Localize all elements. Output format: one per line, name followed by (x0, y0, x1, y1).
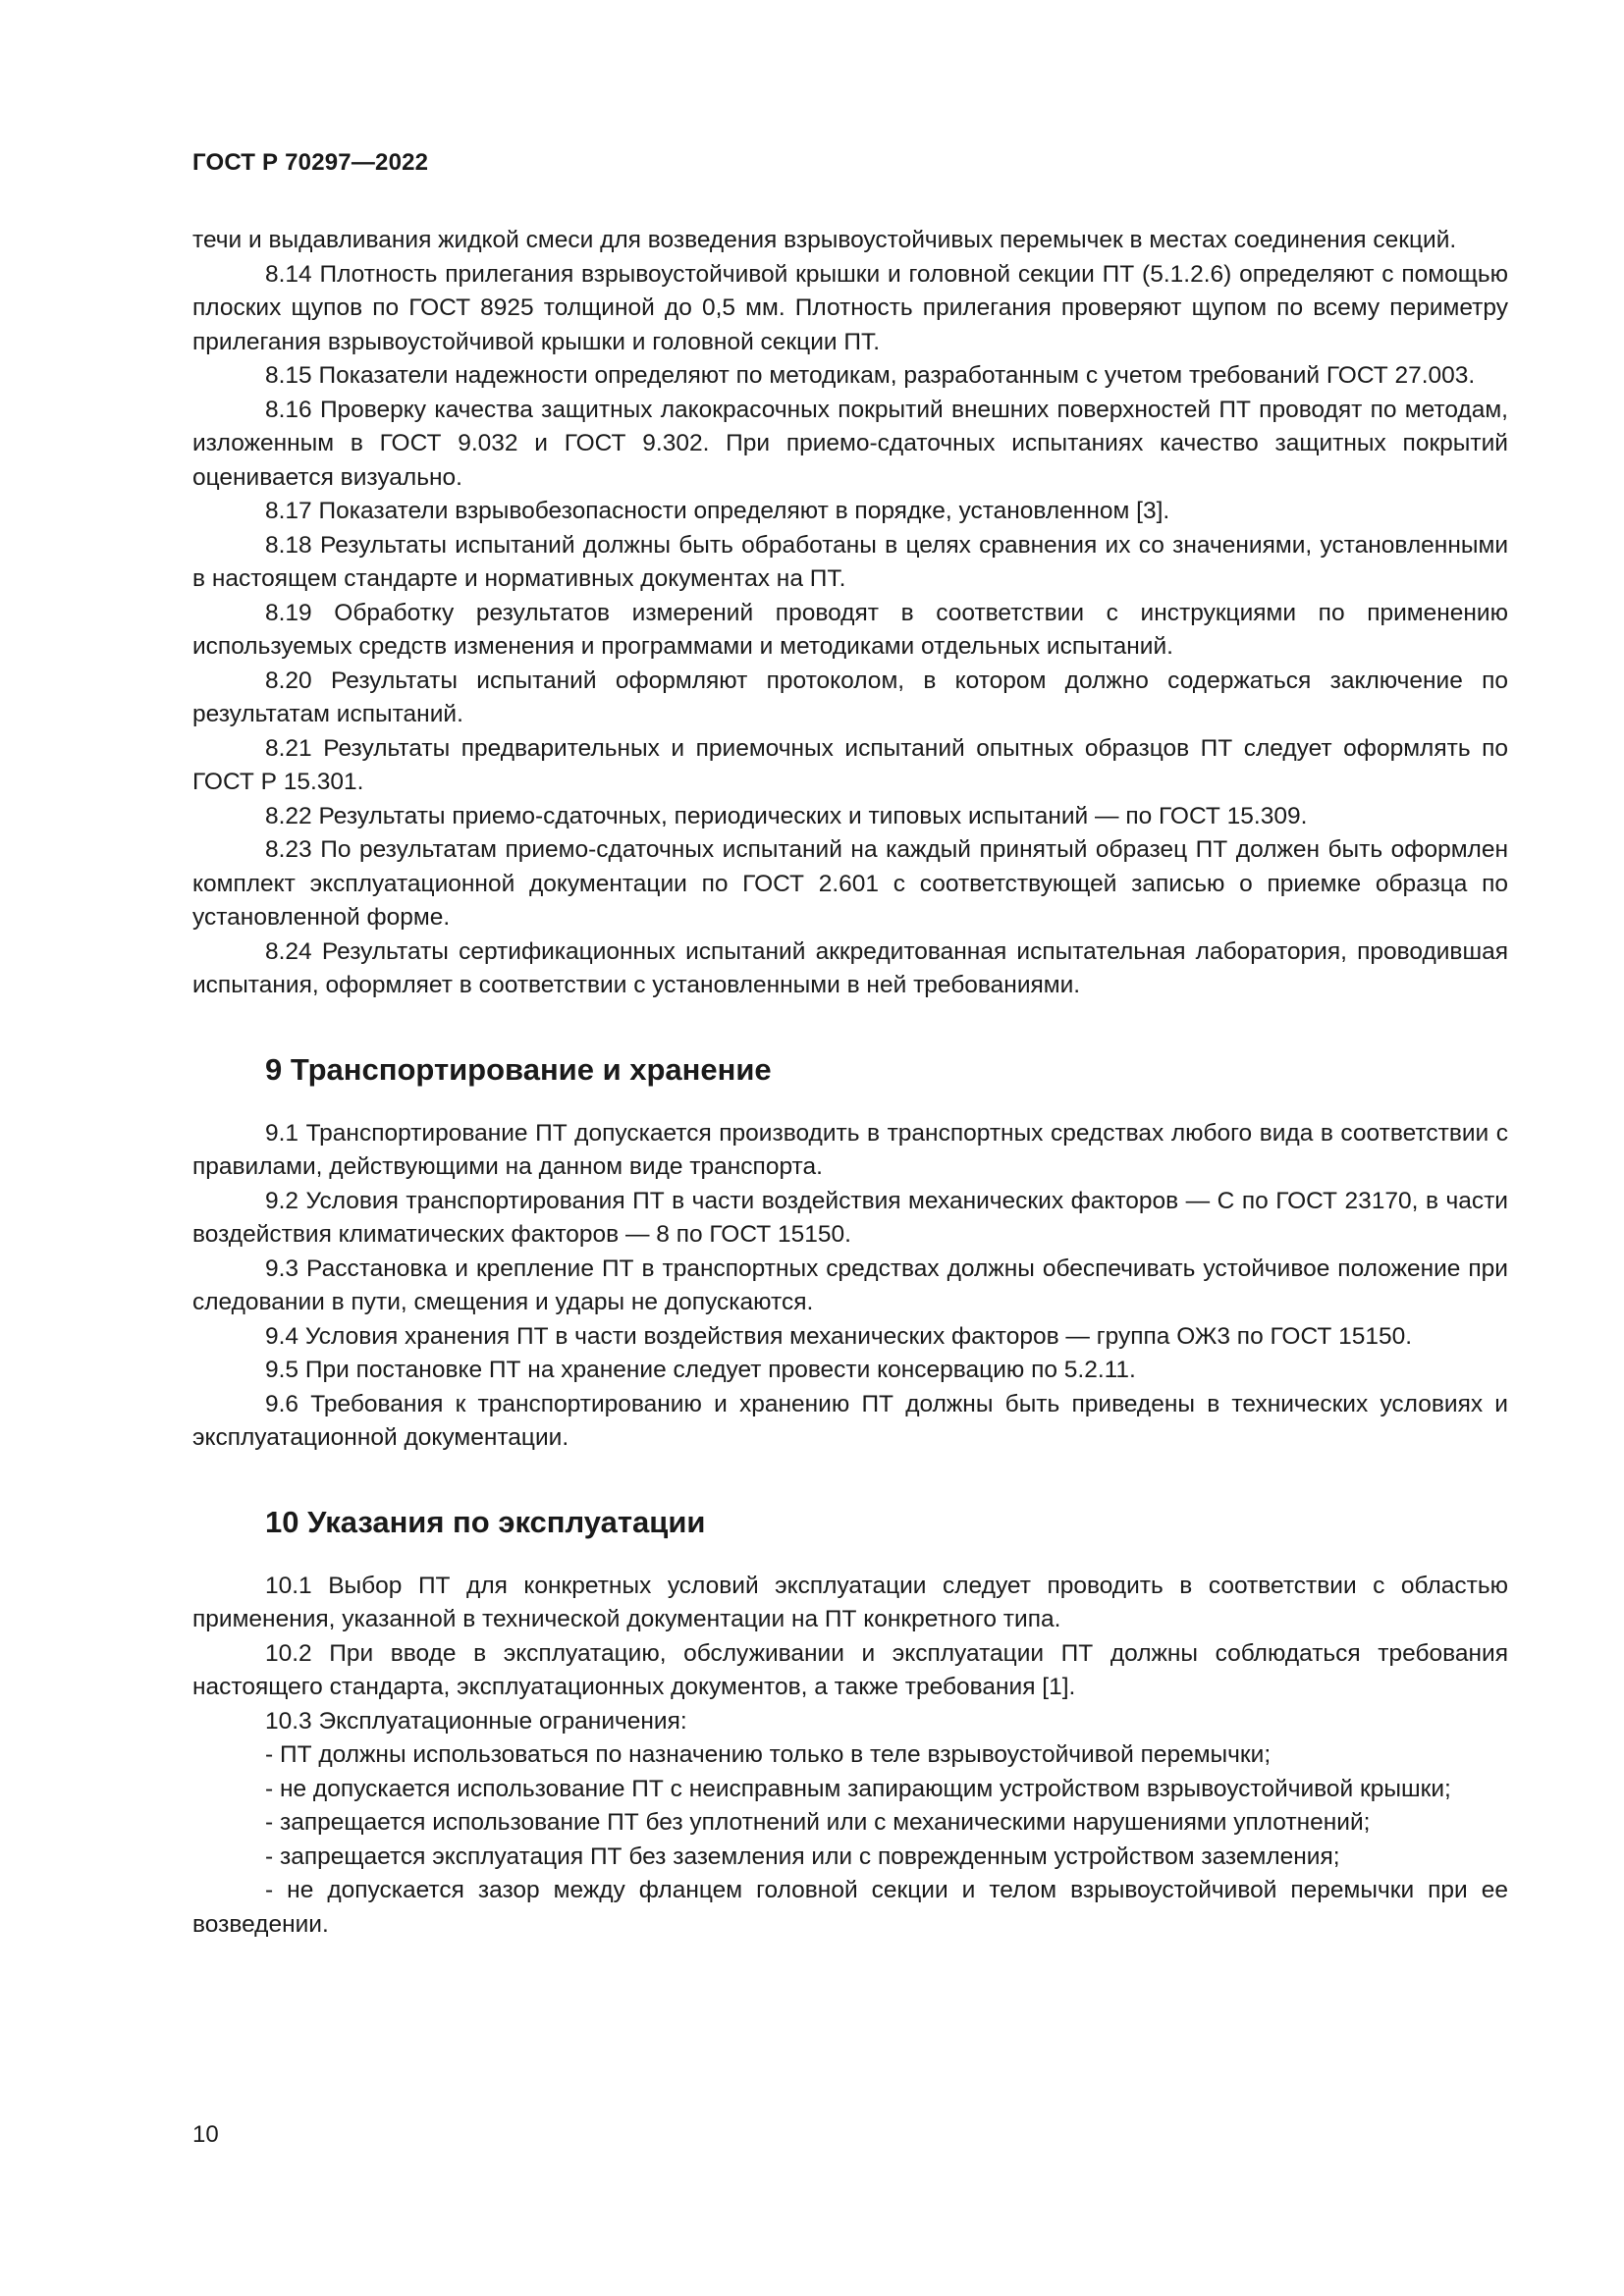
list-item-restriction-4: - запрещается эксплуатация ПТ без заземления или с поврежденным устройством заземления; (265, 1842, 1340, 1870)
paragraph-9-4: 9.4 Условия хранения ПТ в части воздействия механических факторов — группа ОЖ3 по ГОСТ 15150. (265, 1322, 1413, 1350)
paragraph-9-3: 9.3 Расстановка и крепление ПТ в транспортных средствах должны обеспечивать устойчивое положение при следовании в пути, смещения и удары не допускаются. (192, 1255, 1508, 1315)
paragraph-8-13-continuation: течи и выдавливания жидкой смеси для возведения взрывоустойчивых перемычек в местах соединения секций. (192, 227, 1457, 253)
paragraph-8-20: 8.20 Результаты испытаний оформляют протоколом, в котором должно содержаться заключение по результатам испытаний. (192, 667, 1508, 727)
paragraph-8-16: 8.16 Проверку качества защитных лакокрасочных покрытий внешних поверхностей ПТ проводят по методам, изложенным в ГОСТ 9.032 и ГОСТ 9.302. При приемо-сдаточных испытаниях качество защитных покрытий оценивается визуально. (192, 396, 1508, 491)
paragraph-10-3: 10.3 Эксплуатационные ограничения: (265, 1707, 687, 1735)
page-content (192, 224, 1508, 1942)
paragraph-8-14: 8.14 Плотность прилегания взрывоустойчивой крышки и головной секции ПТ (5.1.2.6) определяют с помощью плоских щупов по ГОСТ 8925 толщиной до 0,5 мм. Плотность прилегания проверяют щупом по всему периметру прилегания взрывоустойчивой крышки и головной секции ПТ. (192, 260, 1508, 355)
section-10-heading: 10 Указания по эксплуатации (265, 1504, 706, 1539)
list-item-restriction-3: - запрещается использование ПТ без уплотнений или с механическими нарушениями уплотнений; (265, 1809, 1371, 1836)
paragraph-9-2: 9.2 Условия транспортирования ПТ в части воздействия механических факторов — С по ГОСТ 23170, в части воздействия климатических факторов — 8 по ГОСТ 15150. (192, 1187, 1508, 1248)
page-number: 10 (192, 2121, 219, 2148)
paragraph-10-2: 10.2 При вводе в эксплуатацию, обслуживании и эксплуатации ПТ должны соблюдаться требования настоящего стандарта, эксплуатационных документов, а также требования [1]. (192, 1639, 1508, 1700)
paragraph-9-5: 9.5 При постановке ПТ на хранение следует провести консервацию по 5.2.11. (265, 1357, 1136, 1383)
paragraph-8-18: 8.18 Результаты испытаний должны быть обработаны в целях сравнения их со значениями, установленными в настоящем стандарте и нормативных документах на ПТ. (192, 531, 1508, 592)
section-9-heading: 9 Транспортирование и хранение (265, 1051, 772, 1087)
paragraph-8-21: 8.21 Результаты предварительных и приемочных испытаний опытных образцов ПТ следует оформлять по ГОСТ Р 15.301. (192, 734, 1508, 795)
list-item-restriction-2: - не допускается использование ПТ с неисправным запирающим устройством взрывоустойчивой крышки; (265, 1775, 1451, 1802)
paragraph-10-1: 10.1 Выбор ПТ для конкретных условий эксплуатации следует проводить в соответствии с областью применения, указанной в технической документации на ПТ конкретного типа. (192, 1572, 1508, 1632)
paragraph-8-17: 8.17 Показатели взрывобезопасности определяют в порядке, установленном [3]. (265, 498, 1170, 524)
paragraph-8-15: 8.15 Показатели надежности определяют по методикам, разработанным с учетом требований ГОСТ 27.003. (265, 362, 1476, 389)
paragraph-9-1: 9.1 Транспортирование ПТ допускается производить в транспортных средствах любого вида в соответствии с правилами, действующими на данном виде транспорта. (192, 1119, 1508, 1180)
paragraph-8-19: 8.19 Обработку результатов измерений проводят в соответствии с инструкциями по применению используемых средств изменения и программами и методиками отдельных испытаний. (192, 599, 1508, 660)
list-item-restriction-1: - ПТ должны использоваться по назначению только в теле взрывоустойчивой перемычки; (265, 1741, 1272, 1768)
paragraph-8-24: 8.24 Результаты сертификационных испытаний аккредитованная испытательная лаборатория, проводившая испытания, оформляет в соответствии с установленными в ней требованиями. (192, 937, 1508, 998)
paragraph-8-22: 8.22 Результаты приемо-сдаточных, периодических и типовых испытаний — по ГОСТ 15.309. (265, 802, 1308, 829)
document-header-title: ГОСТ Р 70297—2022 (192, 149, 429, 176)
paragraph-9-6: 9.6 Требования к транспортированию и хранению ПТ должны быть приведены в технических условиях и эксплуатационной документации. (192, 1390, 1508, 1451)
list-item-restriction-5: - не допускается зазор между фланцем головной секции и телом взрывоустойчивой перемычки при ее возведении. (192, 1877, 1508, 1938)
paragraph-8-23: 8.23 По результатам приемо-сдаточных испытаний на каждый принятый образец ПТ должен быть оформлен комплект эксплуатационной документации по ГОСТ 2.601 с соответствующей записью о приемке образца по установленной форме. (192, 836, 1508, 931)
